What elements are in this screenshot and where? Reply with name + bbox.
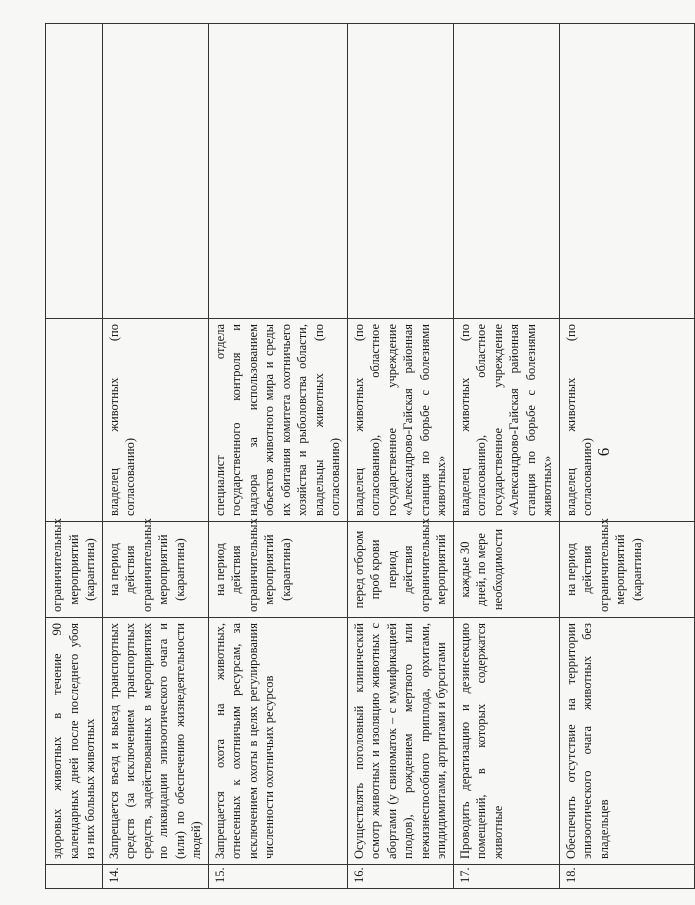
row-number: 15. bbox=[208, 865, 347, 889]
responsible-cell: владелец животных (по согласованию) bbox=[102, 319, 208, 522]
measure-cell: Запрещается охота на животных, отнесенных к охотничьим ресурсам, за исключением охоты в целях регулирования численности охотничьих ресурсов bbox=[208, 618, 347, 865]
row-number: 14. bbox=[102, 865, 208, 889]
table-row bbox=[208, 24, 347, 889]
table-row bbox=[102, 24, 208, 889]
empty-cell bbox=[208, 24, 347, 319]
empty-cell bbox=[102, 24, 208, 319]
row-number: 16. bbox=[347, 865, 453, 889]
term-cell: каждые 30 дней, по мере необходимости bbox=[453, 522, 559, 618]
row-number bbox=[46, 865, 103, 889]
responsible-cell: владелец животных (по согласованию) bbox=[559, 319, 694, 522]
empty-cell bbox=[559, 24, 694, 319]
term-cell: на период действия ограничительных мероприятий (карантина) bbox=[208, 522, 347, 618]
responsible-cell: владелец животных (по согласованию), областное государственное учреждение «Александрово-Гайская районная станция по борьбе с болезнями животных» bbox=[347, 319, 453, 522]
row-number: 17. bbox=[453, 865, 559, 889]
measure-cell: Запрещается въезд и выезд транспортных средств (за исключением транспортных средств, задействованных в мероприятиях по ликвидации эпизоотического очага и (или) по обеспечению жизнедеятельности людей) bbox=[102, 618, 208, 865]
responsible-cell: владелец животных (по согласованию), областное государственное учреждение «Александрово-Гайская районная станция по борьбе с болезнями животных» bbox=[453, 319, 559, 522]
rotated-table-container bbox=[45, 24, 644, 889]
measure-cell: Осуществлять поголовный клинический осмотр животных и изоляцию животных с абортами (у свиноматок – с мумификацией плодов), рождением мертвого или нежизнеспособного приплода, орхитами, эпидидимитами, артритами и бурситами bbox=[347, 618, 453, 865]
table-row bbox=[347, 24, 453, 889]
row-number: 18. bbox=[559, 865, 694, 889]
measure-cell: Проводить дератизацию и дезинсекцию помещений, в которых содержатся животные bbox=[453, 618, 559, 865]
table-row bbox=[559, 24, 694, 889]
empty-cell bbox=[453, 24, 559, 319]
term-cell: на период действия ограничительных мероприятий (карантина) bbox=[559, 522, 694, 618]
measure-cell: Обеспечить отсутствие на территории эпизоотического очага животных без владельцев bbox=[559, 618, 694, 865]
empty-cell bbox=[46, 24, 103, 319]
measures-table bbox=[45, 23, 695, 889]
page-number: 6 bbox=[594, 447, 613, 457]
term-cell: перед отбором проб крови период действия ограничительных мероприятий bbox=[347, 522, 453, 618]
term-cell: на период действия ограничительных мероприятий (карантина) bbox=[102, 522, 208, 618]
responsible-cell: специалист отдела государственного контроля и надзора за использованием объектов животного мира и среды их обитания комитета охотничьего хозяйства и рыболовства области, владельцы животных (по согласованию) bbox=[208, 319, 347, 522]
measure-cell: здоровых животных в течение 90 календарных дней после последнего убоя из них больных животных bbox=[46, 618, 103, 865]
table-row bbox=[46, 24, 103, 889]
empty-cell bbox=[347, 24, 453, 319]
table-row bbox=[453, 24, 559, 889]
responsible-cell bbox=[46, 319, 103, 522]
term-cell: ограничительных мероприятий (карантина) bbox=[46, 522, 103, 618]
